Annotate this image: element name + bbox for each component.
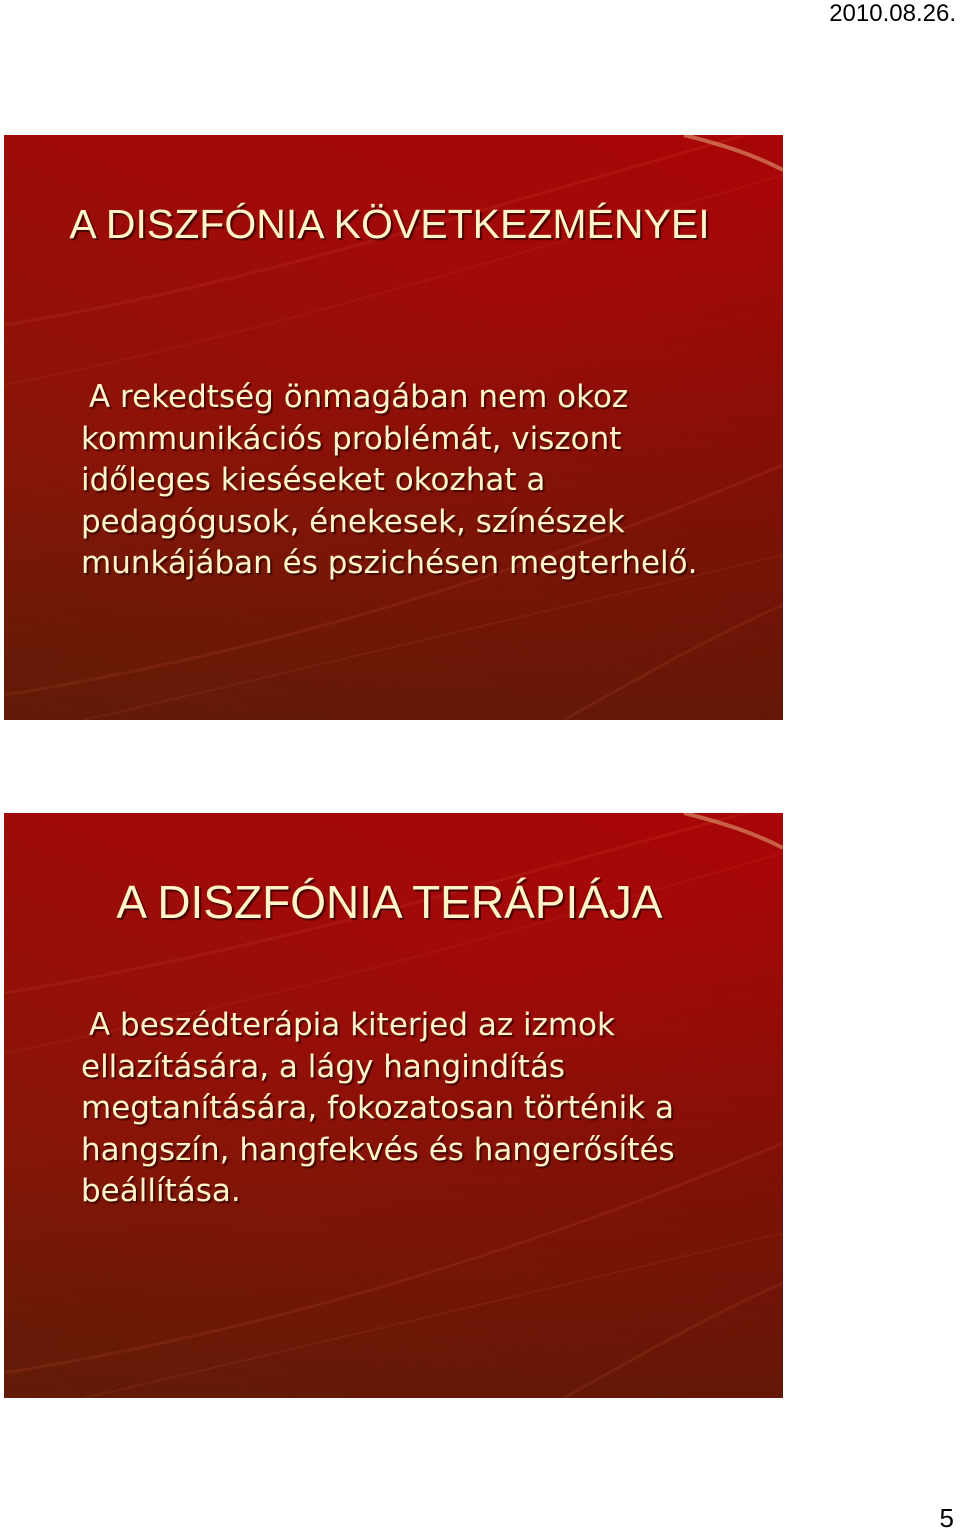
slide-therapy (4, 813, 783, 1398)
slide-title: A DISZFÓNIA TERÁPIÁJA (116, 876, 663, 928)
slide-consequences (4, 135, 783, 720)
slide-body-text: A beszédterápia kiterjed az izmok ellazítására, a lágy hangindítás megtanítására, fokozatosan történik a hangszín, hangfekvés és hangerősítés beállítása. (81, 1007, 675, 1210)
slide-title: A DISZFÓNIA KÖVETKEZMÉNYEI (69, 201, 710, 247)
page-date: 2010.08.26. (829, 0, 956, 27)
slide-body-text: A rekedtség önmagában nem okoz kommunikációs problémát, viszont időleges kieséseket okozhat a pedagógusok, énekesek, színészek munkájában és pszichésen megterhelő. (81, 379, 698, 582)
page-number: 5 (939, 1503, 954, 1533)
